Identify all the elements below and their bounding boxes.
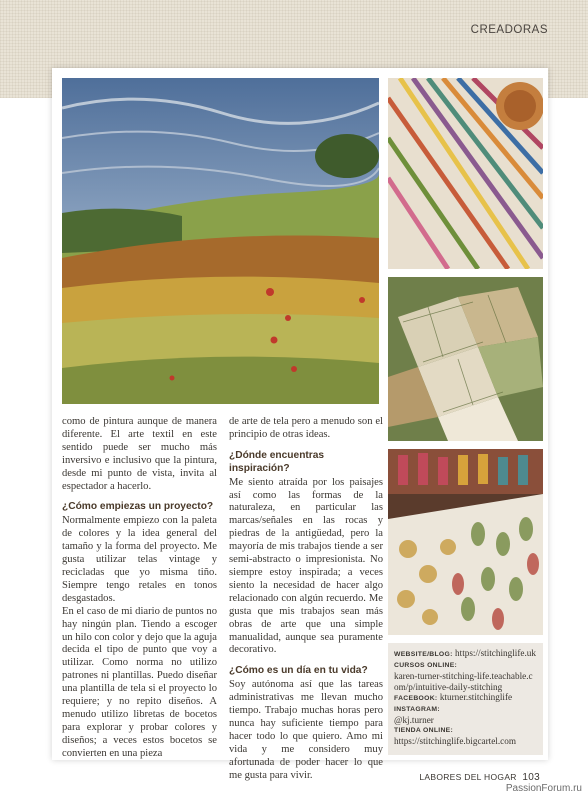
question-day-in-life: ¿Cómo es un día en tu vida? [229,665,368,677]
shop-label: TIENDA ONLINE: [394,726,454,734]
shop-link[interactable]: https://stitchinglife.bigcartel.com [394,736,516,746]
instagram-link[interactable]: @kj.turner [394,715,434,725]
contact-info-box [388,643,543,755]
question-start-project: ¿Cómo empiezas un proyecto? [62,501,214,513]
watermark: PassionForum.ru [505,783,582,794]
stitch-sampler-photo [388,78,543,269]
section-tag: CREADORAS [470,24,548,36]
answer-start-project-p2: En el caso de mi diario de puntos no hay ningún plan. Tiendo a escoger un hilo con color y dejo que la aguja decida el tipo de punto que voy a utilizar. Como norma no utilizo patrones ni plantillas. Puedo diseñar una plantilla de tela si el proyecto lo requiere; y no repito diseños. A menudo utilizo libretas de bocetos para explorar y probar colores y diseños; a veces estos bocetos se convierten en una pieza [62,605,217,759]
landscape-embroidery-photo [62,78,379,404]
facebook-label: FACEBOOK: [394,695,438,702]
website-label: WEBSITE/BLOG: [394,651,453,658]
instagram-label: INSTAGRAM: [394,705,440,713]
answer-day-in-life: Soy autónoma así que las tareas administrativas me llevan mucho tiempo. Trabajo muchas horas pero nunca hay suficiente tiempo para hacer todo lo que quiero. Amo mi vida y me considero muy afortunada de poder hacer lo que me gusta para vivir. [229,679,383,781]
article-column-left [62,416,217,761]
question-inspiration: ¿Dónde encuentras inspiración? [229,449,325,474]
courses-link[interactable]: karen-turner-stitching-life.teachable.com/p/intuitive-daily-stitching [394,671,533,692]
magazine-name: LABORES DEL HOGAR [419,772,517,782]
leaf-embroidery-photo [388,449,543,635]
page-number: 103 [522,772,540,783]
facebook-link[interactable]: kturner.stitchinglife [439,692,513,702]
patchwork-photo [388,277,543,441]
page-footer [419,772,540,783]
article-column-middle [229,416,383,782]
answer-start-project-p1: Normalmente empiezo con la paleta de colores y la idea general del tamaño y la forma del proyecto. Me gusta utilizar telas vintage y recicladas que yo misma tiño. Siempre tengo retales en tonos desgastados. [62,515,217,604]
left-column-continuation: como de pintura aunque de manera diferente. El arte textil en este sentido puede ser mucho más inversivo e inclusivo que la pintura, desde mi punto de vista, invita al espectador a hacerlo. [62,416,217,492]
mid-column-continuation: de arte de tela pero a menudo son el principio de otras ideas. [229,416,383,440]
courses-label: CURSOS ONLINE: [394,661,458,669]
website-link[interactable]: https://stitchinglife.uk [455,648,536,658]
answer-inspiration: Me siento atraída por los paisajes así como las formas de la naturaleza, en particular las marcas/señales en las rocas y piedras de la antigüedad, pero la mayoría de mis trabajos tiende a ser semi-abstracto o impresionista. No siempre estoy inspirada; a veces siento la necesidad de hacer algo relacionado con algún recuerdo. Me gusta que mis trabajos sean más obras de arte que una simple manualidad, aunque sea puramente decorativo. [229,476,383,656]
